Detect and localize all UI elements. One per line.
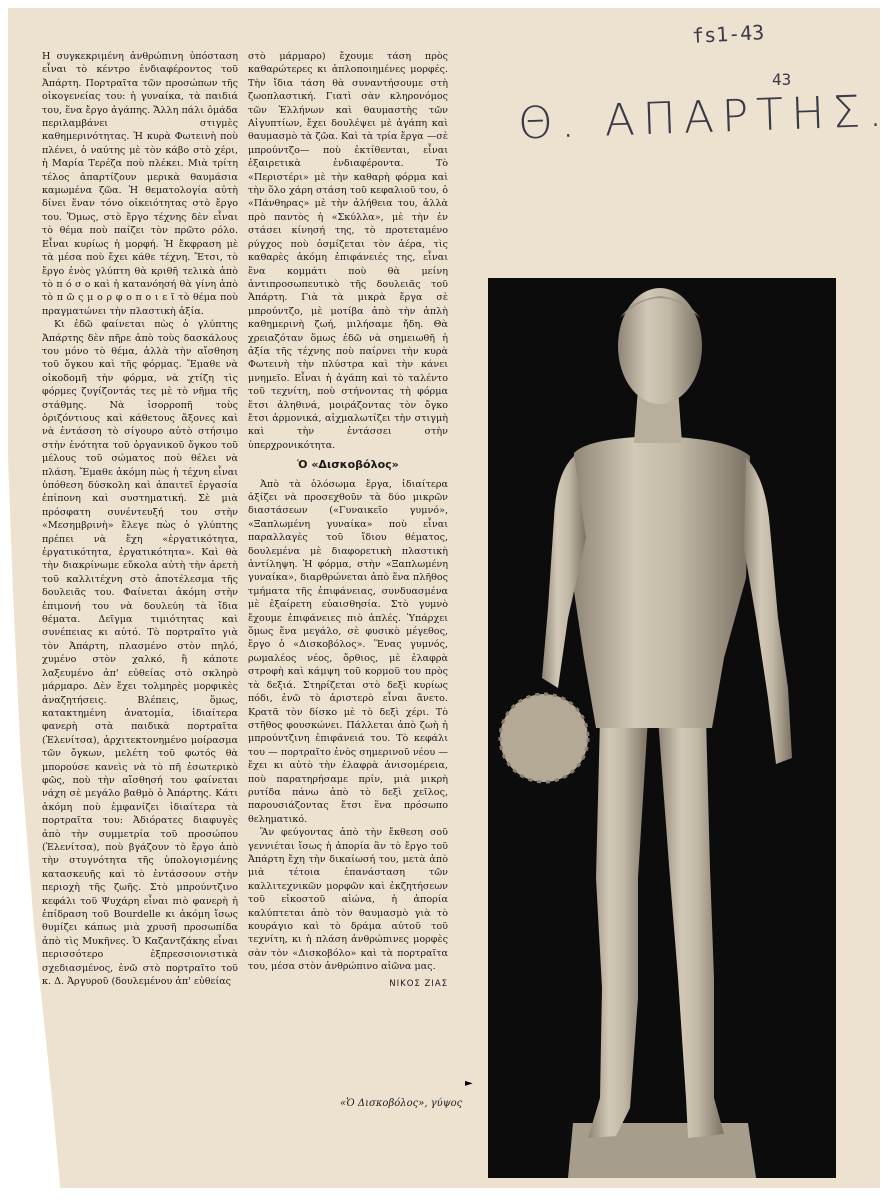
article-paragraph: Ἂν φεύγοντας ἀπὸ τὴν ἔκθεση σοῦ γεννιέται ἴσως ἡ ἀπορία ἂν τὸ ἔργο τοῦ Ἀπάρτη ἔχη τὴν δικαίωσή του, μετὰ ἀπὸ μιὰ τέτοια ἐπανάσταση τῶν καλλιτεχνικῶν μορφῶν καὶ ἐκζητήσεων τοῦ εἰκοστοῦ αἰώνα, ἡ ἀπορία καλύπτεται ἀπὸ τὸν θαυμασμὸ γιὰ τὸ κουράγιο καὶ τὸ δράμα αὐτοῦ τοῦ τεχνίτη, κι ἡ πλάση ἀνθρώπινες μορφὲς σὰν τὸν «Δισκοβόλο» καὶ τὰ πορτραῖτα του, μέσα στὸν ἀνθρώπινο αἰῶνα μας. [248, 827, 448, 973]
handwritten-page-number: 43 [772, 70, 792, 89]
statue-photograph [488, 278, 836, 1178]
article-paragraph: Ἀπὸ τὰ ὁλόσωμα ἔργα, ἰδιαίτερα ἀξίζει νὰ προσεχθοῦν τὰ δύο μικρῶν διαστάσεων («Γυναικεῖο γυμνό», «Ξαπλωμένη γυναίκα» ποὺ εἶναι παραλλαγὲς τοῦ ἴδιου θέματος, δουλεμένα μὲ διαφορετικὴ πλαστικὴ ἀντίληψη. Ἡ φόρμα, στὴν «Ξαπλωμένη γυναίκα», διαρθρώνεται ἀπὸ ἕνα πλῆθος τμήματα τῆς ἐπιφάνειας, συνδυασμένα μὲ ἐξαίρετη εὐαισθησία. Στὸ γυμνὸ ἔχουμε ἐπιφάνειες πιὸ ἁπλές. Ὑπάρχει ὅμως ἕνα μεγάλο, σὲ φυσικὸ μέγεθος, ἔργο ὁ «Δισκοβόλος». Ἕνας γυμνός, ρωμαλέος νέος, ὄρθιος, μὲ ἐλαφρὰ στροφὴ καὶ κάμψη τοῦ κορμοῦ του πρὸς τὰ δεξιά. Στηρίζεται στὸ δεξὶ κυρίως πόδι, ἐνῶ τὸ ἀριστερὸ εἶναι ἄνετο. Κρατᾶ τὸν δίσκο μὲ τὸ δεξὶ χέρι. Τὸ στῆθος φουσκώνει. Πάλλεται ἀπὸ ζωὴ ἡ μπρούντζινη ἐπιφάνειά του. Τὸ κεφάλι του — πορτραῖτο ἑνὸς σημερινοῦ νέου — ἔχει κι αὐτὸ τὴν ἐλαφρὰ ἀνισομέρεια, ποὺ παρατηρήσαμε πρίν, μιὰ μικρὴ ρυτίδα πάνω ἀπὸ τὸ δεξὶ χεῖλος, παρουσιάζοντας ἔτσι ἕνα πρόσωπο θεληματικό. [248, 478, 448, 825]
article-paragraph: Η συγκεκριμένη ἀνθρώπινη ὑπόσταση εἶναι τὸ κέντρο ἐνδιαφέροντος τοῦ Ἀπάρτη. Πορτραῖτα τῶν προσώπων τῆς οἰκογενείας του: ἡ γυναίκα, τὰ παιδιά του, ἕνα ἔργο ἀγάπης. Ἄλλη πάλι ὁμάδα περιλαμβάνει στιγμὲς καθημερινότητας. Ἡ κυρὰ Φωτεινὴ ποὺ πλένει, ὁ ναύτης μὲ τὸν κάβο στὸ χέρι, ἡ Μαρία Τερέζα ποὺ πλέκει. Μιὰ τρίτη τέλος ἀπαρτίζουν μερικὰ θαυμάσια καμωμένα ζῶα. Ἡ θεματολογία αὐτὴ δίνει ἕναν τόνο οἰκειότητας στὸ ἔργο του. Ὅμως, στὸ ἔργο τέχνης δὲν εἶναι τὸ θέμα ποὺ παίζει τὸν πρῶτο ρόλο. Εἶναι κυρίως ἡ μορφή. Ἡ ἔκφραση μὲ τὰ μέσα ποὺ ἔχει κάθε τέχνη. Ἔτσι, τὸ ἔργο ἑνὸς γλύπτη θὰ κριθῆ τελικὰ ἀπὸ τὸ π ό σ ο καὶ ἡ κατανόησή θὰ γίνη ἀπὸ τὸ π ῶ ς μ ο ρ φ ο π ο ι ε ῖ τὸ θέμα ποὺ πραγματώνει τὴν πλαστικὴ ἀξία. [42, 51, 238, 317]
figure-caption: «Ὁ Δισκοβόλος», γύψος [340, 1098, 463, 1109]
handwritten-catalog-number: fs1-43 [691, 20, 765, 48]
article-paragraph: στὸ μάρμαρο) ἔχουμε τάση πρὸς καθαρώτερες κι ἁπλοποιημένες μορφές. Τὴν ἴδια τάση θὰ συναντήσουμε στὴ ζωοπλαστική. Γιατὶ σὰν κληρονόμος τῶν Ἑλλήνων καὶ θαυμαστὴς τῶν Αἰγυπτίων, ἔχει δουλέψει μὲ ἀγάπη καὶ θαυμασμὸ τὰ ζῶα. Καὶ τὰ τρία ἔργα —σὲ μπρούντζο— ποὺ ἐκτίθενται, εἶναι ἐξαιρετικὰ ἐνδιαφέροντα. Τὸ «Περιστέρι» μὲ τὴν καθαρὴ φόρμα καὶ τὴν ὅλο χάρη στάση τοῦ κεφαλιοῦ του, ὁ «Πάνθηρας» μὲ τὴν ἀλήθεια του, ἀλλὰ πρὸ παντὸς ἡ «Σκύλλα», μὲ τὴν ἐν στάσει κίνησή της, τὸ προτεταμένο ρύγχος ποὺ ὀσμίζεται τὸν ἀέρα, τὶς καθαρὲς ἀκόμη ἐπιφάνειές της, εἶναι ἕνα κομμάτι ποὺ θὰ μείνη ἀντιπροσωπευτικὸ τῆς δουλειᾶς τοῦ Ἀπάρτη. Γιὰ τὰ μικρὰ ἔργα σὲ μπρούντζο, μὲ μοτίβα ἀπὸ τὴν ἁπλὴ καθημερινὴ ζωή, μιλήσαμε ἤδη. Θὰ χρειαζόταν ὅμως ἐδῶ νὰ σημειωθῆ ἡ ἀξία τῆς τέχνης ποὺ παίρνει τὴν κυρὰ Φωτεινὴ τὴν πλύστρα καὶ τὴν κάνει μνημεῖο. Εἶναι ἡ ἀγάπη καὶ τὸ ταλέντο τοῦ τεχνίτη, ποὺ στήνοντας τὴ φόρμα ἔτσι ἀληθινά, μοιράζοντας τὸν ὄγκο ἔτσι ἁρμονικά, αἰχμαλωτίζει τὴν στιγμὴ καὶ τὴν ἐντάσσει στὴν ὑπερχρονικότητα. [248, 51, 448, 451]
article-column-middle [248, 50, 448, 991]
section-heading: Ὁ «Δισκοβόλος» [297, 458, 399, 472]
author-byline: ΝΙΚΟΣ ΖΙΑΣ [389, 978, 448, 989]
caption-arrow: ► [465, 1078, 473, 1089]
article-paragraph: Κι ἐδῶ φαίνεται πὼς ὁ γλύπτης Ἀπάρτης δὲν πῆρε ἀπὸ τοὺς δασκάλους του μόνο τὸ θέμα, ἀλλὰ τὴν αἴσθηση τοῦ ὄγκου καὶ τῆς φόρμας. Ἔμαθε νὰ οἰκοδομῆ τὴν φόρμα, νὰ χτίζη τὶς φόρμες ζυγίζοντάς τες μὲ τὸ νῆμα τῆς στάθμης. Νὰ ἰσορροπῆ τοὺς ὁριζόντιους καὶ κάθετους ἄξονες καὶ νὰ ἐντάσση τὸ σίγουρο αὐτὸ στήσιμο στὴν ἑνότητα τοῦ ὀργανικοῦ ὄγκου τοῦ μέλους τοῦ σώματος ποὺ θέλει νὰ πλάση. Ἔμαθε ἀκόμη πὼς ἡ τέχνη εἶναι ὑπόθεση δύσκολη καὶ ἀπαιτεῖ ἐργασία ἐπίπονη καὶ συστηματική. Σὲ μιὰ πρόσφατη συνέντευξή του στὴν «Μεσημβρινὴ» ἔλεγε πὼς ὁ γλύπτης πρέπει νὰ ἔχη «ἐργατικότητα, ἐργατικότητα, ἐργατικότητα». Καὶ θὰ τὴν διακρίνωμε εὔκολα αὐτὴ τὴν ἀρετὴ τοῦ καλλιτέχνη στὸ ἀποτέλεσμα τῆς δουλειᾶς του. Φαίνεται ἀκόμη στὴν ἐπιμονή του νὰ δουλεύη τὰ ἴδια θέματα. Δεῖγμα τιμιότητας καὶ συνέπειας κι αὐτό. Τὸ πορτραῖτο γιὰ τὸν Ἀπάρτη, πλασμένο στὸν πηλό, χυμένο στὸν χαλκό, ἢ κάποτε λαξευμένο ἀπ' εὐθείας στὸ σκληρὸ μάρμαρο. Δὲν ἔχει τολμηρὲς μορφικὲς ἀναζητήσεις. Βλέπεις, ὅμως, κατακτημένη ἀνατομία, ἰδιαίτερα φανερὴ στὰ παιδικὰ πορτραῖτα (Ἐλενίτσα), ἀρχιτεκτονημένο μοίρασμα τῶν ὄγκων, μελέτη τοῦ φωτός θὰ μπορούσε κανεὶς νὰ τὸ πῆ ἐσωτερικὸ φῶς, ποὺ τὴν αἴσθησή του φαίνεται νάχη σὲ μεγάλο βαθμὸ ὁ Ἀπάρτης. Κάτι ἀκόμη ποὺ ἐμφανίζει ἰδιαίτερα τὰ πορτραῖτα του: Ἀδιόρατες διαφυγὲς ἀπὸ τὴν συμμετρία τοῦ προσώπου (Ἐλενίτσα), ποὺ βγάζουν τὸ ἔργο ἀπὸ τὴν στυγνότητα τῆς ὑπολογισμένης κατασκευῆς καὶ τὸ ἐντάσσουν στὴν περιοχὴ τῆς ζωῆς. Στὸ μπρούντζινο κεφάλι τοῦ Ψυχάρη εἶναι πιὸ φανερὴ ἡ ἐπίδραση τοῦ Bourdelle κι ἀκόμη ἴσως θυμίζει κάπως μιὰ χρυσῆ προσωπίδα ἀπὸ τὶς Μυκῆνες. Ὁ Καζαντζάκης εἶναι περισσότερο ἐξπρεσσιονιστικὰ σχεδιασμένος, ἐνῶ στὸ πορτραῖτο τοῦ κ. Δ. Ἀργυροῦ (δουλεμένου ἀπ' εὐθείας [42, 319, 238, 988]
handwritten-artist-name: Θ. ΑΠΑΡΤΗΣ. [517, 85, 891, 150]
discobolus-statue-image [488, 278, 836, 1178]
article-column-left [42, 50, 238, 988]
